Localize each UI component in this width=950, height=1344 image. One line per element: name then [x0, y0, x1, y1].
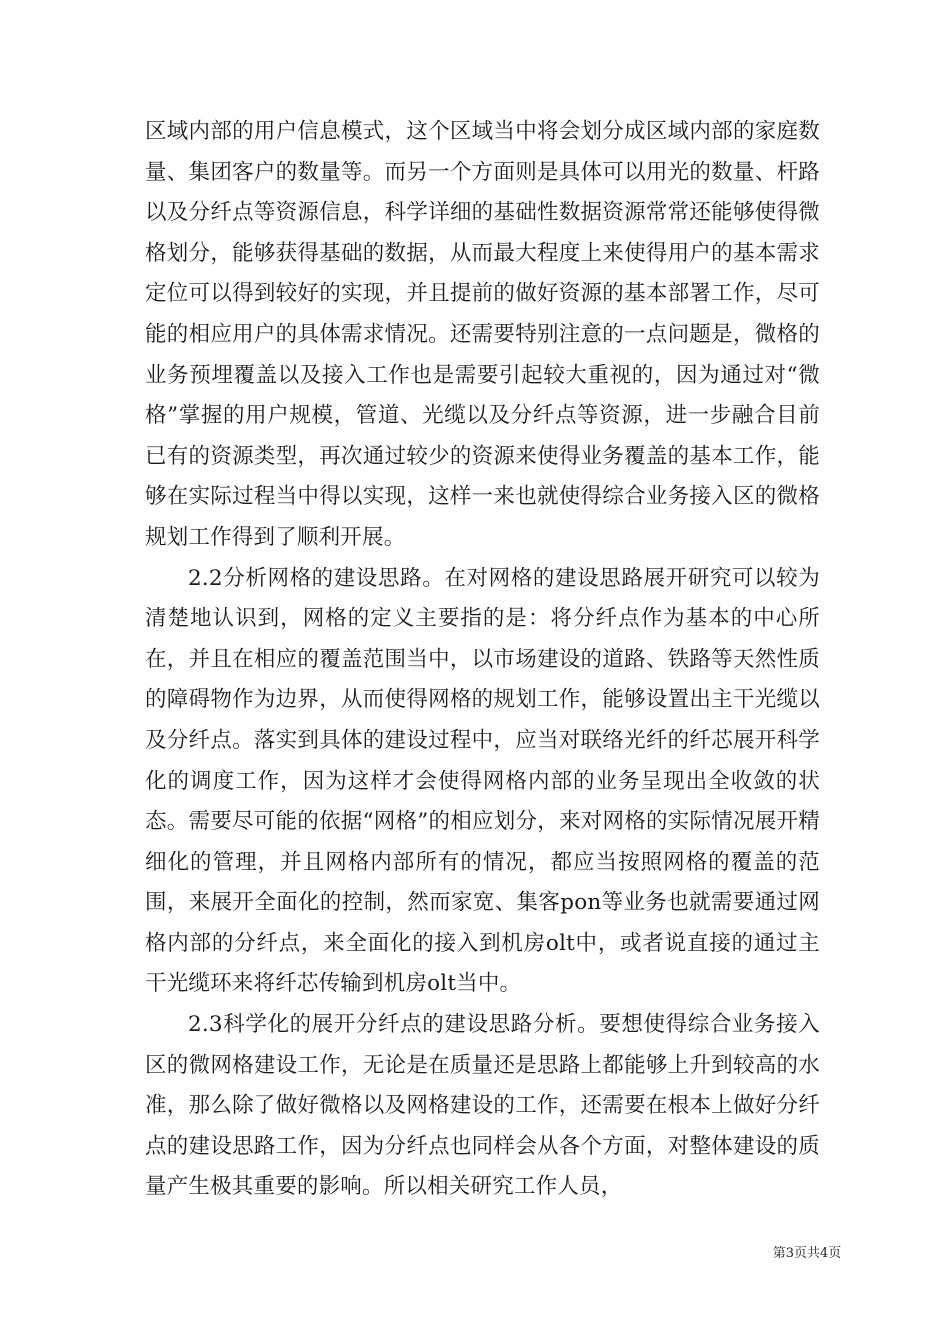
paragraph-section-2-3: 2.3科学化的展开分纤点的建设思路分析。要想使得综合业务接入区的微网格建设工作，无论是在质量还是思路上都能够上升到较高的水准，那么除了做好微格以及网格建设的工作，还需要在根本上做好分纤点的建设思路工作，因为分纤点也同样会从各个方面，对整体建设的质量产生极其重要的影响。所以相关研究工作人员， [145, 1012, 820, 1200]
page-number: 第3页共4页 [772, 1246, 842, 1261]
paragraph-section-2-2: 2.2分析网格的建设思路。在对网格的建设思路展开研究可以较为清楚地认识到，网格的定义主要指的是：将分纤点作为基本的中心所在，并且在相应的覆盖范围当中，以市场建设的道路、铁路等天然性质的障碍物作为边界，从而使得网格的规划工作，能够设置出主干光缆以及分纤点。落实到具体的建设过程中，应当对联络光纤的纤芯展开科学化的调度工作，因为这样才会使得网格内部的业务呈现出全收敛的状态。需要尽可能的依据“网格”的相应划分，来对网格的实际情况展开精细化的管理，并且网格内部所有的情况，都应当按照网格的覆盖的范围，来展开全面化的控制，然而家宽、集客pon等业务也就需要通过网格内部的分纤点，来全面化的接入到机房olt中，或者说直接的通过主干光缆环来将纤芯传输到机房olt当中。 [145, 565, 820, 997]
page-footer [0, 1245, 950, 1263]
paragraph-continued: 区域内部的用户信息模式，这个区域当中将会划分成区域内部的家庭数量、集团客户的数量等。而另一个方面则是具体可以用光的数量、杆路以及分纤点等资源信息，科学详细的基础性数据资源常常还能够使得微格划分，能够获得基础的数据，从而最大程度上来使得用户的基本需求定位可以得到较好的实现，并且提前的做好资源的基本部署工作，尽可能的相应用户的具体需求情况。还需要特别注意的一点问题是，微格的业务预埋覆盖以及接入工作也是需要引起较大重视的，因为通过对“微格”掌握的用户规模，管道、光缆以及分纤点等资源，进一步融合目前已有的资源类型，再次通过较少的资源来使得业务覆盖的基本工作，能够在实际过程当中得以实现，这样一来也就使得综合业务接入区的微格规划工作得到了顺利开展。 [145, 119, 820, 550]
body-text [145, 112, 820, 1208]
